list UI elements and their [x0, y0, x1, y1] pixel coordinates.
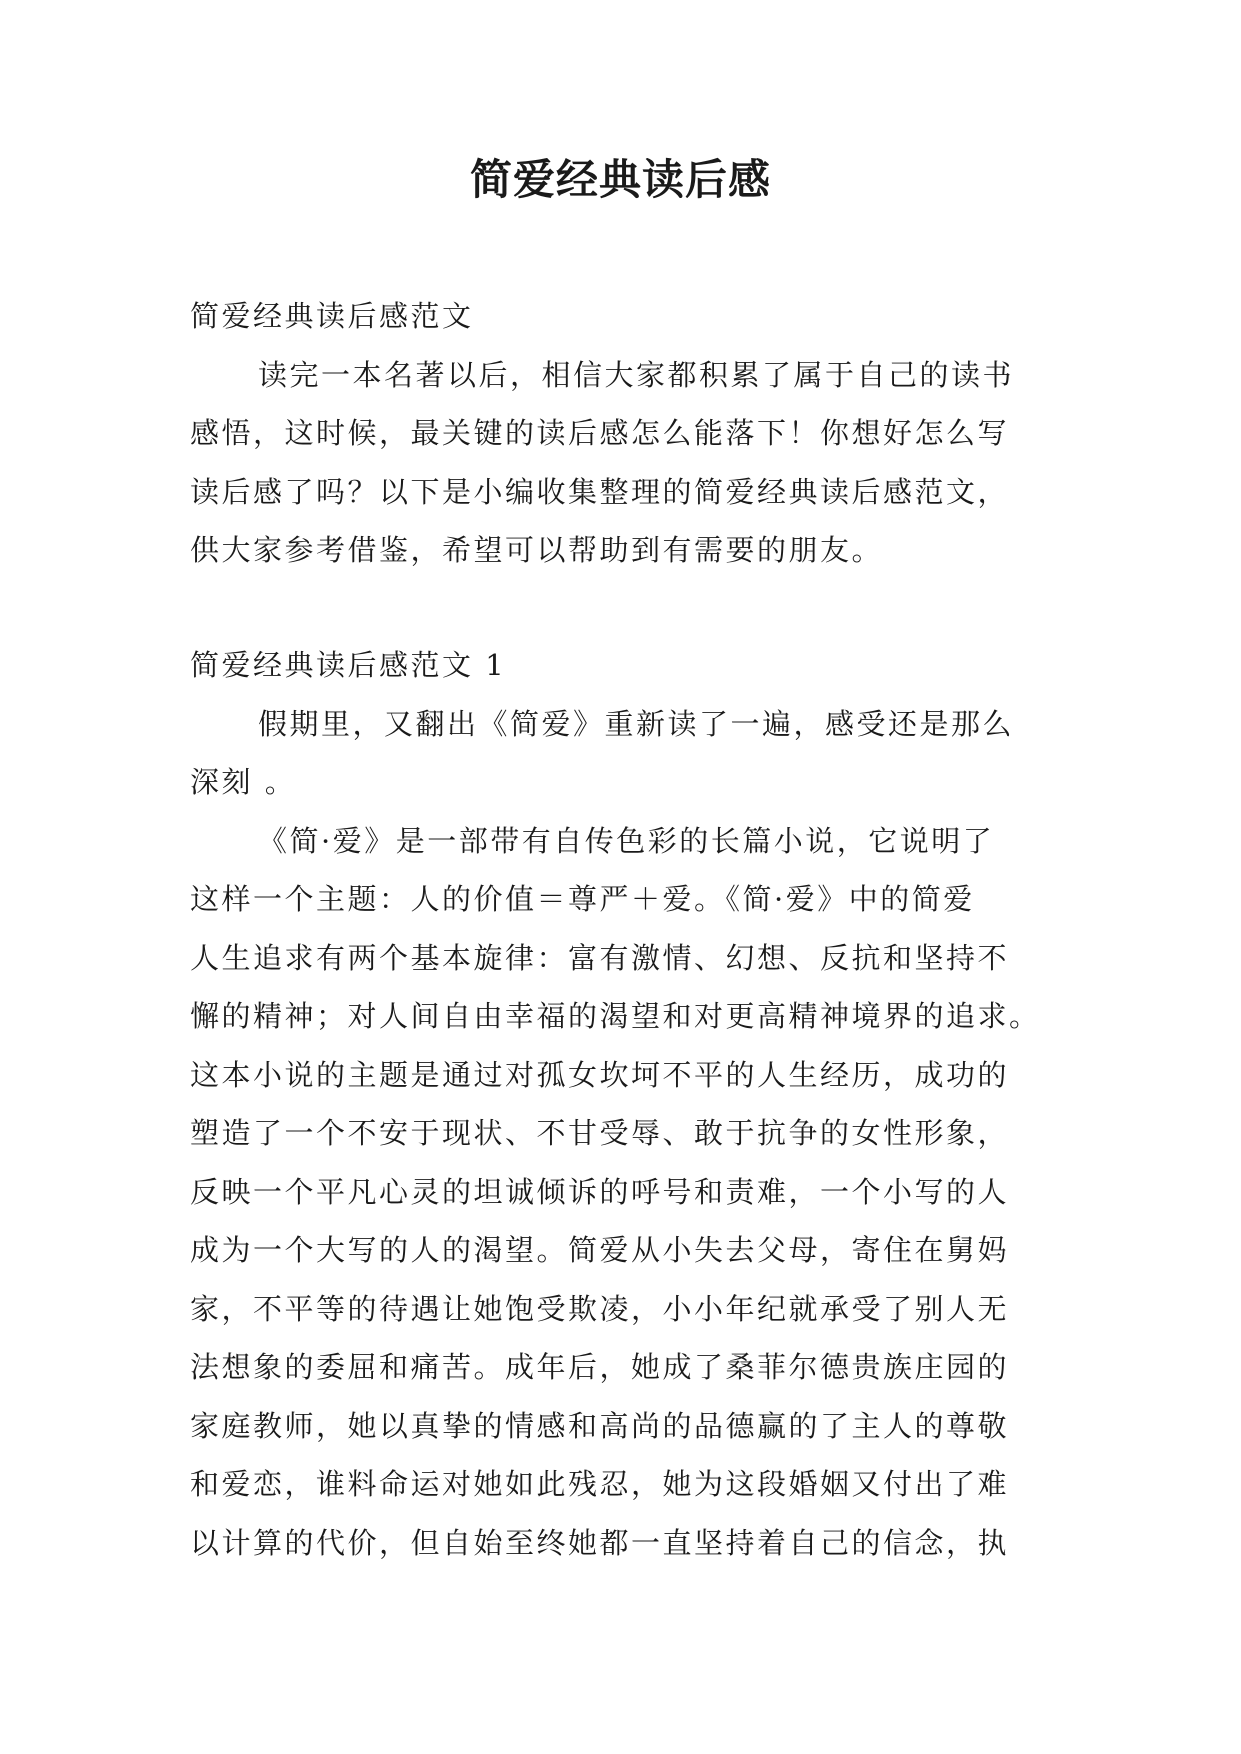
- section-1: [190, 636, 1070, 1572]
- section-1-heading: 简爱经典读后感范文 1: [190, 648, 507, 682]
- document-title: 简爱经典读后感: [469, 155, 771, 204]
- section-1-paragraph-2-line: 家庭教师，她以真挚的情感和高尚的品德赢的了主人的尊敬: [190, 1408, 1010, 1443]
- section-1-paragraph-2-line: 人生追求有两个基本旋律：富有激情、幻想、反抗和坚持不: [190, 940, 1010, 975]
- section-1-paragraph-2-line: 反映一个平凡心灵的坦诚倾诉的呼号和责难，一个小写的人: [190, 1174, 1010, 1209]
- section-1-paragraph-2-line: 这本小说的主题是通过对孤女坎坷不平的人生经历，成功的: [190, 1057, 1010, 1092]
- section-1-paragraph-2-line: 成为一个大写的人的渴望。简爱从小失去父母，寄住在舅妈: [190, 1233, 1010, 1267]
- section-1-paragraph-2-line: 和爱恋，谁料命运对她如此残忍，她为这段婚姻又付出了难: [190, 1467, 1010, 1501]
- intro-paragraph-line: 感悟，这时候，最关键的读后感怎么能落下！你想好怎么写: [190, 416, 1010, 450]
- section-1-paragraph-2-line: 以计算的代价，但自始至终她都一直坚持着自己的信念，执: [190, 1525, 1010, 1560]
- section-1-paragraph-1-line: 假期里，又翻出《简爱》重新读了一遍，感受还是那么: [258, 706, 1015, 741]
- intro-heading: 简爱经典读后感范文: [190, 299, 474, 333]
- intro-paragraph-line: 读后感了吗？以下是小编收集整理的简爱经典读后感范文，: [190, 474, 1010, 509]
- section-1-paragraph-2-line: 《简·爱》是一部带有自传色彩的长篇小说，它说明了: [258, 823, 995, 858]
- section-1-paragraph-2-line: 这样一个主题：人的价值＝尊严＋爱。《简·爱》中的简爱: [190, 882, 975, 916]
- section-1-paragraph-2-line: 懈的精神；对人间自由幸福的渴望和对更高精神境界的追求。: [190, 999, 1041, 1033]
- intro-paragraph-line: 供大家参考借鉴，希望可以帮助到有需要的朋友。: [190, 533, 884, 567]
- section-1-paragraph-2-line: 法想象的委屈和痛苦。成年后，她成了桑菲尔德贵族庄园的: [190, 1350, 1010, 1384]
- section-1-paragraph-1-line: 深刻 。: [190, 765, 297, 799]
- intro-paragraph-line: 读完一本名著以后，相信大家都积累了属于自己的读书: [258, 357, 1015, 392]
- section-1-paragraph-2-line: 塑造了一个不安于现状、不甘受辱、敢于抗争的女性形象，: [190, 1116, 1010, 1150]
- intro-section: [190, 287, 1070, 580]
- section-1-paragraph-2-line: 家，不平等的待遇让她饱受欺凌，小小年纪就承受了别人无: [190, 1291, 1010, 1326]
